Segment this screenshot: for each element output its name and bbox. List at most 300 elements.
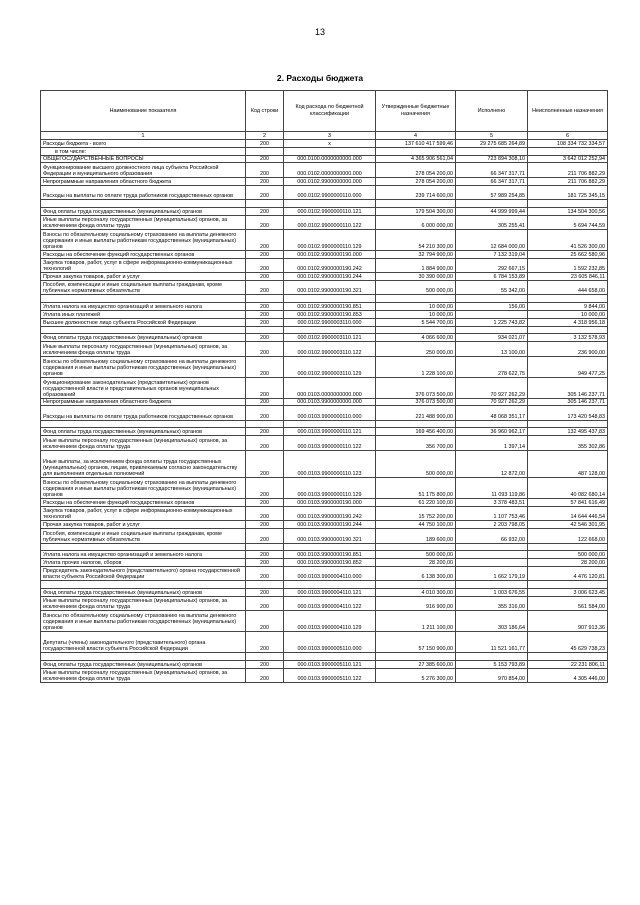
row-executed: 1 107 753,46 xyxy=(456,507,528,521)
row-line-code: 200 xyxy=(246,589,284,597)
row-approved: 1 228 100,00 xyxy=(376,356,456,377)
table-row xyxy=(41,581,608,589)
row-budget-code: 000.0103.9900004110.121 xyxy=(284,589,376,597)
row-line-code: 200 xyxy=(246,507,284,521)
row-approved: 27 385 600,00 xyxy=(376,661,456,669)
table-row xyxy=(41,450,608,478)
table-row xyxy=(41,632,608,653)
table-row xyxy=(41,661,608,669)
table-row xyxy=(41,342,608,356)
row-budget-code: 000.0103.9900004110.000 xyxy=(284,567,376,581)
column-index-row xyxy=(41,132,608,140)
row-line-code: 200 xyxy=(246,406,284,420)
row-line-code: 200 xyxy=(246,185,284,199)
row-executed: 934 021,07 xyxy=(456,334,528,342)
table-row xyxy=(41,428,608,436)
row-name: Уплата налога на имущество организаций и земельного налога xyxy=(41,303,246,311)
row-approved: 250 000,00 xyxy=(376,342,456,356)
column-index: 3 xyxy=(284,132,376,140)
row-approved xyxy=(376,147,456,155)
row-executed xyxy=(456,653,528,661)
row-name: Уплата налога на имущество организаций и земельного налога xyxy=(41,551,246,559)
row-name xyxy=(41,295,246,303)
row-line-code: 200 xyxy=(246,597,284,611)
row-budget-code: 000.0102.9900003110.129 xyxy=(284,356,376,377)
row-line-code: 200 xyxy=(246,661,284,669)
row-name: Прочая закупка товаров, работ и услуг xyxy=(41,273,246,281)
column-index: 2 xyxy=(246,132,284,140)
table-row xyxy=(41,611,608,632)
table-body xyxy=(41,140,608,683)
row-line-code: 200 xyxy=(246,342,284,356)
row-line-code: 200 xyxy=(246,207,284,215)
table-row xyxy=(41,567,608,581)
row-approved: 179 504 300,00 xyxy=(376,207,456,215)
table-row xyxy=(41,521,608,529)
row-approved xyxy=(376,199,456,207)
row-approved: 51 175 800,00 xyxy=(376,478,456,499)
row-approved xyxy=(376,581,456,589)
row-budget-code: x xyxy=(284,140,376,148)
table-row xyxy=(41,147,608,155)
row-unexecuted xyxy=(528,295,608,303)
row-line-code: 200 xyxy=(246,567,284,581)
row-line-code xyxy=(246,653,284,661)
row-line-code: 200 xyxy=(246,632,284,653)
row-line-code xyxy=(246,147,284,155)
row-line-code: 200 xyxy=(246,318,284,326)
row-unexecuted xyxy=(528,199,608,207)
row-name: Фонд оплаты труда государственных (муниципальных) органов xyxy=(41,207,246,215)
row-name: Расходы на выплаты по оплате труда работников государственных органов xyxy=(41,406,246,420)
row-executed: 7 132 319,04 xyxy=(456,250,528,258)
row-budget-code: 000.0103.9900000190.321 xyxy=(284,529,376,543)
row-line-code xyxy=(246,326,284,334)
row-unexecuted: 3 132 578,93 xyxy=(528,334,608,342)
row-line-code: 200 xyxy=(246,229,284,250)
table-row xyxy=(41,406,608,420)
row-line-code: 200 xyxy=(246,398,284,406)
row-unexecuted: 40 082 680,14 xyxy=(528,478,608,499)
table-row xyxy=(41,155,608,163)
table-row xyxy=(41,273,608,281)
row-approved: 500 000,00 xyxy=(376,450,456,478)
row-line-code: 200 xyxy=(246,551,284,559)
row-unexecuted: 487 128,00 xyxy=(528,450,608,478)
table-row xyxy=(41,669,608,683)
column-index: 1 xyxy=(41,132,246,140)
row-name: Взносы по обязательному социальному страхованию на выплаты денежного содержания и иные выплаты работникам государственных (муниципальных) органов xyxy=(41,611,246,632)
row-budget-code: 000.0102.9900003110.121 xyxy=(284,334,376,342)
row-unexecuted: 4 305 446,00 xyxy=(528,669,608,683)
row-executed: 2 203 798,05 xyxy=(456,521,528,529)
row-name: Взносы по обязательному социальному страхованию на выплаты денежного содержания и иные выплаты работникам государственных (муниципальных) органов xyxy=(41,478,246,499)
table-row xyxy=(41,177,608,185)
row-unexecuted xyxy=(528,581,608,589)
row-name: Иные выплаты персоналу государственных (муниципальных) органов, за исключением фонда оплаты труда xyxy=(41,342,246,356)
row-unexecuted: 444 658,00 xyxy=(528,280,608,294)
row-approved: 4 066 600,00 xyxy=(376,334,456,342)
row-budget-code: 000.0102.9900000000.000 xyxy=(284,177,376,185)
row-name: Иные выплаты, за исключением фонда оплаты труда государственных (муниципальных) органов, лицам, привлекаемым согласно законодательству для выполнения отдельных полномочий xyxy=(41,450,246,478)
row-line-code: 200 xyxy=(246,356,284,377)
row-unexecuted: 134 504 300,56 xyxy=(528,207,608,215)
row-executed: 29 275 685 264,89 xyxy=(456,140,528,148)
column-index: 4 xyxy=(376,132,456,140)
table-row xyxy=(41,250,608,258)
row-budget-code xyxy=(284,420,376,428)
row-unexecuted: 173 420 548,83 xyxy=(528,406,608,420)
table-row xyxy=(41,398,608,406)
row-unexecuted: 45 629 738,23 xyxy=(528,632,608,653)
row-name: Иные выплаты персоналу государственных (муниципальных) органов, за исключением фонда оплаты труда xyxy=(41,597,246,611)
row-line-code: 200 xyxy=(246,163,284,177)
row-executed: 305 255,41 xyxy=(456,215,528,229)
row-name xyxy=(41,420,246,428)
row-executed xyxy=(456,420,528,428)
row-unexecuted: 500 000,00 xyxy=(528,551,608,559)
row-executed: 1 003 676,55 xyxy=(456,589,528,597)
row-executed: 1 662 179,19 xyxy=(456,567,528,581)
table-row xyxy=(41,140,608,148)
row-approved: 189 600,00 xyxy=(376,529,456,543)
row-name xyxy=(41,326,246,334)
row-approved: 239 714 600,00 xyxy=(376,185,456,199)
row-name: Фонд оплаты труда государственных (муниципальных) органов xyxy=(41,334,246,342)
row-name: Прочая закупка товаров, работ и услуг xyxy=(41,521,246,529)
table-row xyxy=(41,163,608,177)
row-unexecuted: 211 706 882,29 xyxy=(528,163,608,177)
row-budget-code: 000.0102.9900000110.000 xyxy=(284,185,376,199)
row-name: Иные выплаты персоналу государственных (муниципальных) органов, за исключением фонда оплаты труда xyxy=(41,436,246,450)
row-budget-code: 000.0100.0000000000.000 xyxy=(284,155,376,163)
row-budget-code: 000.0102.0000000000.000 xyxy=(284,163,376,177)
row-unexecuted xyxy=(528,420,608,428)
row-approved: 137 610 417 599,46 xyxy=(376,140,456,148)
row-approved: 4 365 906 561,04 xyxy=(376,155,456,163)
row-approved xyxy=(376,326,456,334)
row-line-code: 200 xyxy=(246,250,284,258)
table-row xyxy=(41,436,608,450)
row-line-code: 200 xyxy=(246,499,284,507)
row-budget-code: 000.0103.9900004110.122 xyxy=(284,597,376,611)
row-approved xyxy=(376,295,456,303)
row-line-code: 200 xyxy=(246,436,284,450)
row-budget-code: 000.0102.9900000190.000 xyxy=(284,250,376,258)
row-approved: 1 884 900,00 xyxy=(376,258,456,272)
row-executed xyxy=(456,326,528,334)
row-unexecuted: 305 146 237,71 xyxy=(528,377,608,398)
row-approved: 6 138 300,00 xyxy=(376,567,456,581)
row-line-code xyxy=(246,199,284,207)
row-name: Расходы на обеспечение функций государственных органов xyxy=(41,499,246,507)
header-budget-code: Код расхода по бюджетной классификации xyxy=(284,91,376,132)
row-line-code: 200 xyxy=(246,273,284,281)
row-executed: 970 854,00 xyxy=(456,669,528,683)
row-executed: 44 999 999,44 xyxy=(456,207,528,215)
table-row xyxy=(41,318,608,326)
row-budget-code: 000.0102.9900003110.000 xyxy=(284,318,376,326)
table-row xyxy=(41,199,608,207)
row-approved: 356 700,00 xyxy=(376,436,456,450)
row-executed: 48 068 351,17 xyxy=(456,406,528,420)
section-title: 2. Расходы бюджета xyxy=(276,73,364,83)
table-row xyxy=(41,258,608,272)
row-unexecuted: 1 592 232,85 xyxy=(528,258,608,272)
row-approved: 500 000,00 xyxy=(376,551,456,559)
row-name: Расходы на обеспечение функций государственных органов xyxy=(41,250,246,258)
row-unexecuted xyxy=(528,653,608,661)
row-budget-code: 000.0103.9900005110.121 xyxy=(284,661,376,669)
table-row xyxy=(41,229,608,250)
table-row xyxy=(41,507,608,521)
table-row xyxy=(41,597,608,611)
row-executed: 13 100,00 xyxy=(456,342,528,356)
table-row xyxy=(41,303,608,311)
row-line-code: 200 xyxy=(246,334,284,342)
row-budget-code: 000.0102.9900000110.129 xyxy=(284,229,376,250)
row-executed: 66 932,00 xyxy=(456,529,528,543)
table-row xyxy=(41,551,608,559)
row-budget-code: 000.0103.9900000190.244 xyxy=(284,521,376,529)
table-row xyxy=(41,185,608,199)
row-unexecuted: 4 318 956,18 xyxy=(528,318,608,326)
row-unexecuted: 236 900,00 xyxy=(528,342,608,356)
row-approved xyxy=(376,543,456,551)
row-budget-code: 000.0103.0000000000.000 xyxy=(284,377,376,398)
table-row xyxy=(41,543,608,551)
row-approved: 10 000,00 xyxy=(376,303,456,311)
row-line-code: 200 xyxy=(246,280,284,294)
row-executed: 5 153 793,89 xyxy=(456,661,528,669)
header-approved: Утвержденные бюджетные назначения xyxy=(376,91,456,132)
row-approved: 32 794 900,00 xyxy=(376,250,456,258)
row-name: Закупка товаров, работ, услуг в сфере информационно-коммуникационных технологий xyxy=(41,258,246,272)
row-budget-code xyxy=(284,199,376,207)
row-approved: 376 073 500,00 xyxy=(376,377,456,398)
row-executed xyxy=(456,147,528,155)
row-unexecuted: 3 642 012 252,94 xyxy=(528,155,608,163)
row-unexecuted: 25 662 580,96 xyxy=(528,250,608,258)
row-unexecuted: 4 476 120,81 xyxy=(528,567,608,581)
row-budget-code: 000.0102.9900000110.122 xyxy=(284,215,376,229)
table-row xyxy=(41,215,608,229)
row-name xyxy=(41,199,246,207)
table-row xyxy=(41,295,608,303)
row-unexecuted xyxy=(528,147,608,155)
row-approved: 376 073 500,00 xyxy=(376,398,456,406)
row-unexecuted: 41 526 300,00 xyxy=(528,229,608,250)
header-unexecuted: Неисполненные назначения xyxy=(528,91,608,132)
row-executed xyxy=(456,543,528,551)
row-executed: 66 347 317,71 xyxy=(456,163,528,177)
row-name: Функционирование высшего должностного лица субъекта Российской Федерации и муниципального образования xyxy=(41,163,246,177)
table-row xyxy=(41,377,608,398)
expenses-table xyxy=(40,90,608,683)
row-executed: 156,00 xyxy=(456,303,528,311)
row-executed: 355 316,00 xyxy=(456,597,528,611)
row-name: Высшее должностное лицо субъекта Российской Федерации xyxy=(41,318,246,326)
header-row xyxy=(41,91,608,132)
row-executed xyxy=(456,295,528,303)
row-executed: 70 927 262,29 xyxy=(456,398,528,406)
row-line-code: 200 xyxy=(246,428,284,436)
row-approved: 28 200,00 xyxy=(376,559,456,567)
row-approved: 57 150 900,00 xyxy=(376,632,456,653)
row-name: Уплата иных платежей xyxy=(41,310,246,318)
row-executed: 292 667,15 xyxy=(456,258,528,272)
row-unexecuted: 42 546 301,95 xyxy=(528,521,608,529)
row-executed: 57 989 254,85 xyxy=(456,185,528,199)
row-approved: 30 390 000,00 xyxy=(376,273,456,281)
row-unexecuted: 23 605 846,11 xyxy=(528,273,608,281)
table-row xyxy=(41,326,608,334)
row-executed xyxy=(456,581,528,589)
row-line-code: 200 xyxy=(246,521,284,529)
row-budget-code: 000.0103.9900000110.129 xyxy=(284,478,376,499)
row-approved: 15 752 200,00 xyxy=(376,507,456,521)
row-approved: 44 750 100,00 xyxy=(376,521,456,529)
row-budget-code: 000.0102.9900000190.244 xyxy=(284,273,376,281)
row-unexecuted: 57 841 616,49 xyxy=(528,499,608,507)
table-row xyxy=(41,207,608,215)
table-row xyxy=(41,420,608,428)
row-approved: 4 010 300,00 xyxy=(376,589,456,597)
row-unexecuted: 122 668,00 xyxy=(528,529,608,543)
row-unexecuted: 305 146 237,71 xyxy=(528,398,608,406)
row-name: ОБЩЕГОСУДАРСТВЕННЫЕ ВОПРОСЫ xyxy=(41,155,246,163)
header-line-code: Код строки xyxy=(246,91,284,132)
row-budget-code: 000.0103.9900000190.852 xyxy=(284,559,376,567)
row-unexecuted: 907 913,36 xyxy=(528,611,608,632)
row-budget-code xyxy=(284,295,376,303)
row-unexecuted: 14 644 446,54 xyxy=(528,507,608,521)
row-budget-code: 000.0103.9900000110.122 xyxy=(284,436,376,450)
row-approved: 6 000 000,00 xyxy=(376,215,456,229)
row-executed xyxy=(456,559,528,567)
row-budget-code xyxy=(284,326,376,334)
row-line-code: 200 xyxy=(246,177,284,185)
row-executed: 66 347 317,71 xyxy=(456,177,528,185)
row-name: Пособия, компенсации и иные социальные выплаты гражданам, кроме публичных нормативных обязательств xyxy=(41,280,246,294)
row-budget-code: 000.0102.9900000110.121 xyxy=(284,207,376,215)
row-approved: 5 276 300,00 xyxy=(376,669,456,683)
row-unexecuted: 355 302,86 xyxy=(528,436,608,450)
row-line-code: 200 xyxy=(246,669,284,683)
row-executed: 11 093 119,86 xyxy=(456,478,528,499)
row-executed: 11 521 161,77 xyxy=(456,632,528,653)
row-name: Фонд оплаты труда государственных (муниципальных) органов xyxy=(41,589,246,597)
row-line-code xyxy=(246,420,284,428)
row-name: Пособия, компенсации и иные социальные выплаты гражданам, кроме публичных нормативных обязательств xyxy=(41,529,246,543)
row-executed xyxy=(456,551,528,559)
row-unexecuted: 949 477,25 xyxy=(528,356,608,377)
header-name: Наименование показателя xyxy=(41,91,246,132)
table-row xyxy=(41,356,608,377)
table-row xyxy=(41,589,608,597)
row-name: Взносы по обязательному социальному страхованию на выплаты денежного содержания и иные выплаты работникам государственных (муниципальных) органов xyxy=(41,229,246,250)
row-name xyxy=(41,543,246,551)
row-line-code: 200 xyxy=(246,529,284,543)
row-approved: 221 488 900,00 xyxy=(376,406,456,420)
row-unexecuted xyxy=(528,326,608,334)
row-budget-code: 000.0103.9900005110.000 xyxy=(284,632,376,653)
row-executed xyxy=(456,199,528,207)
table-row xyxy=(41,478,608,499)
row-unexecuted: 9 844,00 xyxy=(528,303,608,311)
row-approved: 278 054 200,00 xyxy=(376,163,456,177)
row-name: в том числе: xyxy=(41,147,246,155)
row-executed: 1 397,14 xyxy=(456,436,528,450)
row-unexecuted: 108 334 732 334,57 xyxy=(528,140,608,148)
row-approved: 5 544 700,00 xyxy=(376,318,456,326)
row-name: Фонд оплаты труда государственных (муниципальных) органов xyxy=(41,661,246,669)
row-budget-code: 000.0102.9900000190.853 xyxy=(284,310,376,318)
row-executed: 70 927 262,29 xyxy=(456,377,528,398)
row-budget-code: 000.0103.9900000190.242 xyxy=(284,507,376,521)
row-budget-code xyxy=(284,147,376,155)
row-line-code xyxy=(246,581,284,589)
row-name: Расходы на выплаты по оплате труда работников государственных органов xyxy=(41,185,246,199)
row-line-code: 200 xyxy=(246,478,284,499)
row-line-code: 200 xyxy=(246,215,284,229)
row-approved: 54 210 300,00 xyxy=(376,229,456,250)
row-name xyxy=(41,653,246,661)
row-budget-code: 000.0102.9900000190.851 xyxy=(284,303,376,311)
row-line-code xyxy=(246,295,284,303)
row-unexecuted: 5 694 744,59 xyxy=(528,215,608,229)
row-budget-code: 000.0103.9900000000.000 xyxy=(284,398,376,406)
row-name: Председатель законодательного (представительного) органа государственной власти субъекта Российской Федерации xyxy=(41,567,246,581)
row-name: Иные выплаты персоналу государственных (муниципальных) органов, за исключением фонда оплаты труда xyxy=(41,669,246,683)
page-number: 13 xyxy=(314,27,325,37)
row-line-code: 200 xyxy=(246,310,284,318)
row-unexecuted: 561 584,00 xyxy=(528,597,608,611)
row-name: Депутаты (члены) законодательного (представительного) органа государственной власти субъекта Российской Федерации xyxy=(41,632,246,653)
row-approved: 169 456 400,00 xyxy=(376,428,456,436)
row-line-code: 200 xyxy=(246,450,284,478)
table-row xyxy=(41,653,608,661)
row-line-code: 200 xyxy=(246,377,284,398)
row-unexecuted: 22 231 806,11 xyxy=(528,661,608,669)
row-line-code: 200 xyxy=(246,559,284,567)
row-executed: 1 225 743,82 xyxy=(456,318,528,326)
row-unexecuted: 3 006 623,45 xyxy=(528,589,608,597)
row-executed: 303 186,64 xyxy=(456,611,528,632)
row-budget-code: 000.0103.9900004110.129 xyxy=(284,611,376,632)
table-row xyxy=(41,310,608,318)
row-unexecuted: 28 200,00 xyxy=(528,559,608,567)
row-name: Расходы бюджета - всего xyxy=(41,140,246,148)
row-budget-code: 000.0102.9900000190.242 xyxy=(284,258,376,272)
row-unexecuted: 181 725 345,15 xyxy=(528,185,608,199)
row-executed: 12 684 000,00 xyxy=(456,229,528,250)
row-approved: 500 000,00 xyxy=(376,280,456,294)
row-budget-code: 000.0103.9900000110.123 xyxy=(284,450,376,478)
row-unexecuted xyxy=(528,543,608,551)
table-row xyxy=(41,559,608,567)
column-index: 5 xyxy=(456,132,528,140)
row-line-code: 200 xyxy=(246,258,284,272)
row-budget-code: 000.0103.9900000110.000 xyxy=(284,406,376,420)
row-name: Иные выплаты персоналу государственных (муниципальных) органов, за исключением фонда оплаты труда xyxy=(41,215,246,229)
table-row xyxy=(41,529,608,543)
row-executed: 12 872,00 xyxy=(456,450,528,478)
row-unexecuted: 132 495 437,83 xyxy=(528,428,608,436)
table-row xyxy=(41,499,608,507)
row-budget-code: 000.0102.9900003110.122 xyxy=(284,342,376,356)
row-executed: 278 622,75 xyxy=(456,356,528,377)
